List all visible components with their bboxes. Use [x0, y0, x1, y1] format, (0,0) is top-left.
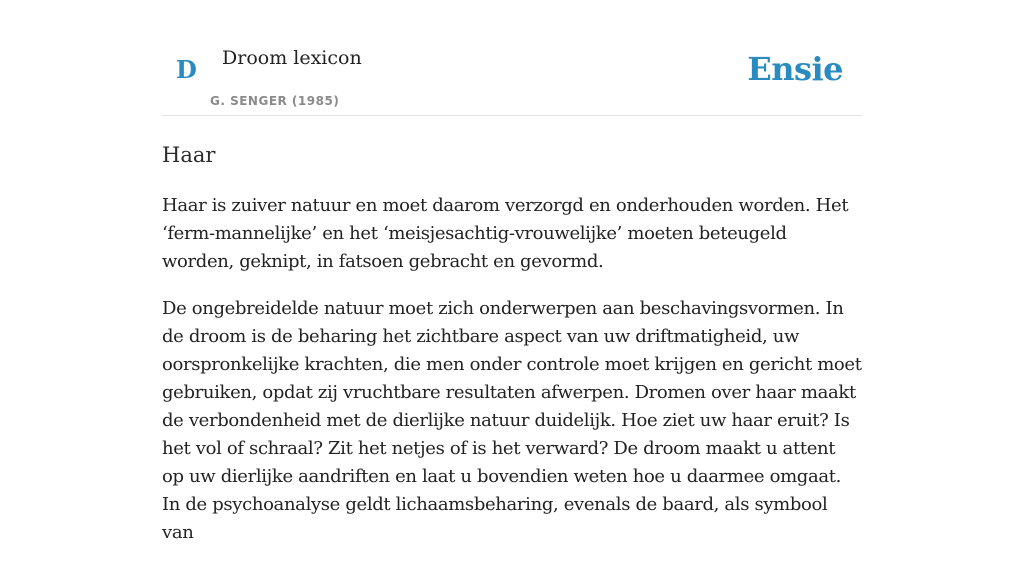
entry-body — [162, 192, 862, 566]
header — [162, 0, 862, 116]
ensie-logo[interactable]: Ensie — [747, 50, 843, 88]
index-letter: D — [176, 55, 197, 84]
entry-title: Haar — [162, 143, 216, 167]
source-title[interactable]: Droom lexicon — [222, 47, 362, 69]
entry-paragraph: De ongebreidelde natuur moet zich onderwerpen aan beschavingsvormen. In de droom is de beharing het zichtbare aspect van uw driftmatigheid, uw oorspronkelijke krachten, die men onder controle moet krijgen en gericht moet gebruiken, opdat zij vruchtbare resultaten afwerpen. Dromen over haar maakt de verbondenheid met de dierlijke natuur duidelijk. Hoe ziet uw haar eruit? Is het vol of schraal? Zit het netjes of is het verward? De droom maakt u attent op uw dierlijke aandriften en laat u bovendien weten hoe u daarmee omgaat. In de psychoanalyse geldt lichaamsbeharing, evenals de baard, als symbool van — [162, 298, 862, 543]
source-author: G. SENGER (1985) — [210, 94, 340, 108]
entry-paragraph: Haar is zuiver natuur en moet daarom verzorgd en onderhouden worden. Het ‘ferm-mannelijke’ en het ‘meisjesachtig-vrouwelijke’ moeten beteugeld worden, geknipt, in fatsoen gebracht en gevormd. — [162, 195, 849, 272]
document-page — [162, 0, 862, 543]
